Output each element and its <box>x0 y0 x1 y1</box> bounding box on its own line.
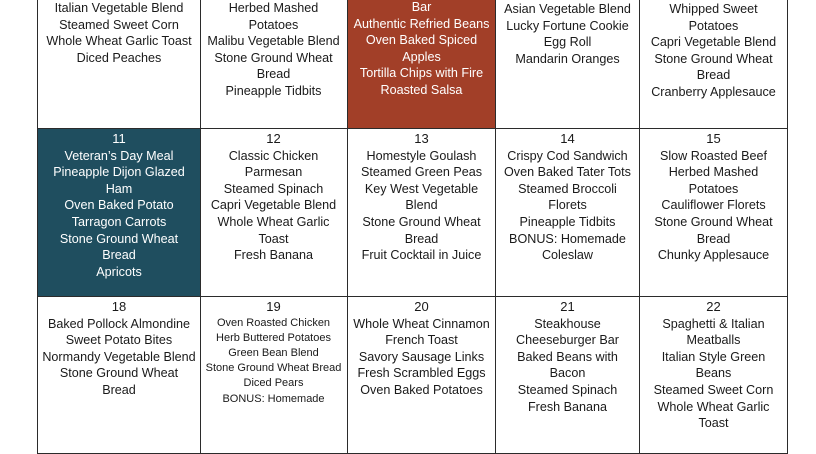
menu-item: Pineapple Dijon Glazed Ham <box>53 165 185 196</box>
menu-item: Whole Wheat Garlic Toast <box>657 399 770 431</box>
day-cell <box>496 129 640 297</box>
menu-item: Steamed Broccoli Florets <box>518 181 617 213</box>
day-cell <box>200 129 348 297</box>
day-cell <box>37 297 201 454</box>
menu-item: Lucky Fortune Cookie <box>506 18 629 33</box>
menu-item: Whole Wheat Cinnamon French Toast <box>353 316 490 348</box>
menu-item: Stone Ground Wheat Bread <box>654 51 773 83</box>
day-number: 11 <box>112 131 126 146</box>
menu-item: Italian Style Green Beans <box>661 349 766 381</box>
menu-item: Egg Roll <box>543 35 592 50</box>
menu-item: Capri Vegetable Blend <box>650 35 777 50</box>
menu-item: Green Bean Blend <box>228 347 319 359</box>
menu-item: Chunky Applesauce <box>657 248 770 263</box>
day-number: 12 <box>266 131 281 146</box>
day-number: 18 <box>111 299 127 314</box>
menu-item: Cranberry Applesauce <box>651 84 776 99</box>
menu-item: Steamed Sweet Corn <box>653 382 774 397</box>
menu-item: Whipped Sweet Potatoes <box>669 2 758 33</box>
menu-item: Italian Vegetable Blend <box>54 1 184 15</box>
menu-item: Diced Peaches <box>76 50 162 65</box>
menu-item: Stone Ground Wheat Bread <box>59 366 179 397</box>
menu-item: Oven Baked Potato <box>64 198 174 213</box>
menu-item: Pineapple Tidbits <box>519 214 616 229</box>
menu-item: Sweet Potato Bites <box>65 333 173 348</box>
menu-item: Pineapple Tidbits <box>225 83 322 98</box>
day-cell <box>640 129 788 297</box>
day-cell <box>348 129 496 297</box>
day-cell <box>348 297 496 454</box>
menu-item: Whole Wheat Garlic Toast <box>46 34 192 49</box>
day-cell <box>200 0 348 129</box>
day-number: 20 <box>414 299 429 314</box>
menu-item: Steakhouse Cheeseburger Bar <box>516 316 619 348</box>
menu-item: Diced Pears <box>243 377 304 390</box>
week-row <box>37 129 788 297</box>
menu-item: Key West Vegetable Blend <box>364 181 479 213</box>
day-content <box>348 0 495 99</box>
day-number: 14 <box>560 131 575 146</box>
menu-item: Homestyle Goulash <box>366 148 477 163</box>
menu-item: Authentic Refried Beans <box>353 16 490 31</box>
day-cell <box>37 0 201 129</box>
menu-item: Tortilla Chips with Fire Roasted Salsa <box>359 66 484 97</box>
day-content <box>200 0 347 100</box>
menu-item: Steamed Spinach <box>223 181 324 196</box>
day-content <box>496 1 639 67</box>
menu-item: Crispy Cod Sandwich <box>507 148 628 163</box>
menu-item: Savory Sausage Links <box>358 349 485 364</box>
menu-item: Stone Ground Wheat Bread <box>59 231 179 263</box>
menu-item: Tarragon Carrots <box>71 214 167 229</box>
menu-item: BONUS: Homemade <box>222 392 325 405</box>
day-number: 19 <box>266 299 281 314</box>
day-cell <box>200 297 348 454</box>
menu-item: Stone Ground Wheat Bread <box>205 362 342 375</box>
day-content <box>38 0 200 66</box>
day-cell <box>348 0 496 129</box>
day-number: 21 <box>560 299 575 314</box>
day-cell <box>496 0 640 129</box>
day-number: 13 <box>414 131 429 146</box>
menu-item: Herbed Mashed Potatoes <box>668 165 759 196</box>
menu-item: Bar <box>411 0 432 14</box>
menu-item: Slow Roasted Beef <box>659 148 768 163</box>
menu-item: BONUS: Homemade Coleslaw <box>509 231 626 263</box>
day-cell <box>37 129 201 297</box>
menu-calendar-grid <box>37 0 788 454</box>
menu-item: Apricots <box>96 264 142 279</box>
menu-item: Baked Beans with Bacon <box>517 349 618 381</box>
menu-item: Fresh Scrambled Eggs <box>357 366 486 381</box>
menu-item: Whole Wheat Garlic Toast <box>217 214 330 246</box>
day-number: 15 <box>706 131 721 146</box>
menu-item: Fruit Cocktail in Juice <box>361 248 482 263</box>
menu-item: Baked Pollock Almondine <box>47 316 191 331</box>
day-number: 22 <box>706 299 721 314</box>
menu-item: Oven Baked Tater Tots <box>504 165 631 180</box>
menu-item: Spaghetti & Italian Meatballs <box>662 316 765 348</box>
week-row <box>37 0 788 129</box>
menu-item: Fresh Banana <box>527 399 608 414</box>
menu-item: Fresh Banana <box>233 248 314 263</box>
day-content <box>640 1 787 101</box>
menu-item: Malibu Vegetable Blend <box>207 34 340 49</box>
week-row <box>37 297 788 454</box>
menu-item: Steamed Spinach <box>517 382 618 397</box>
menu-item: Stone Ground Wheat Bread <box>654 214 773 246</box>
day-cell <box>640 297 788 454</box>
menu-item: Cauliflower Florets <box>661 198 766 213</box>
menu-item: Normandy Vegetable Blend <box>42 349 196 364</box>
menu-item: Oven Baked Potatoes <box>360 382 483 397</box>
menu-item: Stone Ground Wheat Bread <box>214 50 333 82</box>
menu-item: Herbed Mashed Potatoes <box>228 1 319 32</box>
day-cell <box>496 297 640 454</box>
day-cell <box>640 0 788 129</box>
menu-item: Oven Roasted Chicken <box>216 316 331 329</box>
menu-item: Capri Vegetable Blend <box>210 198 337 213</box>
menu-item: Mandarin Oranges <box>515 51 620 66</box>
menu-item: Oven Baked Spiced Apples <box>365 33 478 64</box>
menu-item: Steamed Green Peas <box>360 165 483 180</box>
menu-item: Classic Chicken Parmesan <box>228 148 319 180</box>
menu-item: Asian Vegetable Blend <box>504 2 631 16</box>
menu-item: Veteran’s Day Meal <box>64 148 174 163</box>
menu-item: Stone Ground Wheat Bread <box>362 214 481 246</box>
menu-item: Herb Buttered Potatoes <box>216 331 331 344</box>
menu-item: Steamed Sweet Corn <box>59 17 179 32</box>
